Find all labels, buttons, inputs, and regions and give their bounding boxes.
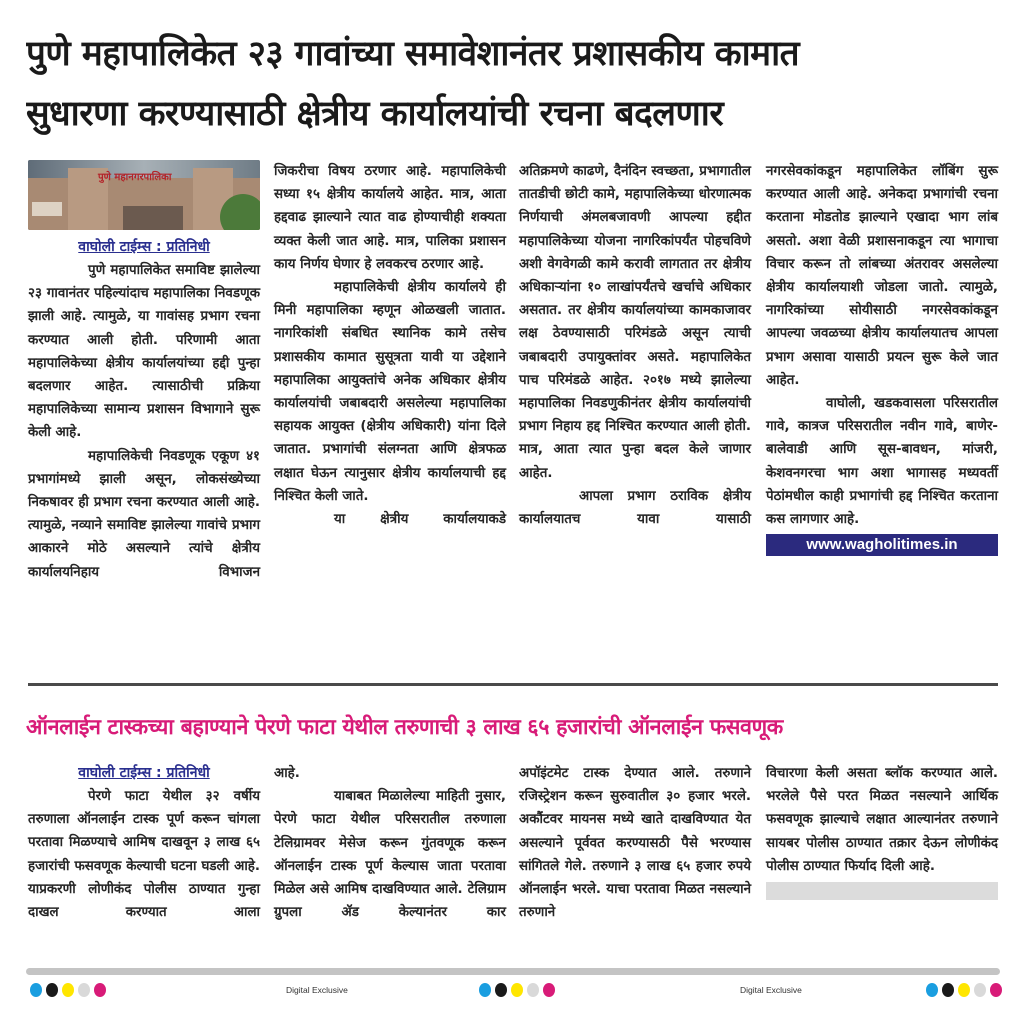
registration-dot-icon <box>942 983 954 997</box>
article2-byline: वाघोली टाईम्स : प्रतिनिधी <box>78 765 210 781</box>
article1-col1-para1: पुणे महापालिकेत समाविष्ट झालेल्या २३ गावानंतर पहिल्यांदाच महापालिका निवडणूक झाली आहे. त्यामुळे, या गावांसह प्रभाग रचना करण्यात आली होती. परिणामी आता महापालिकेच्या क्षेत्रीय कार्यालयांच्या हद्दी पुन्हा बदलणार आहेत. त्यासाठीची प्रक्रिया महापालिकेच्या सामान्य प्रशासन विभागाने सुरू केली आहे. <box>28 263 260 441</box>
article2-headline: ऑनलाईन टास्कच्या बहाण्याने पेरणे फाटा येथील तरुणाची ३ लाख ६५ हजारांची ऑनलाईन फसवणूक <box>26 715 783 740</box>
article1-column-1 <box>28 160 260 584</box>
photo-window <box>32 202 62 216</box>
article1-col2-para1: जिकरीचा विषय ठरणार आहे. महापालिकेची सध्या १५ क्षेत्रीय कार्यालये आहेत. मात्र, आता हद्दवाढ झाल्याने त्यात वाढ होण्याचीही शक्यता व्यक्त केली जात आहे. मात्र, पालिका प्रशासन काय निर्णय घेणार हे लवकरच ठरणार आहे. <box>274 164 506 272</box>
gray-placeholder-box <box>766 882 998 900</box>
pmc-building-photo <box>28 160 260 230</box>
registration-dot-icon <box>543 983 555 997</box>
article1-column-4 <box>766 160 998 556</box>
registration-dot-icon <box>479 983 491 997</box>
article1-col2-para2: महापालिकेची क्षेत्रीय कार्यालये ही मिनी महापालिका म्हणून ओळखली जातात. नागरिकांशी संबधित स्थानिक कामे तसेच प्रशासकीय कामात सुसूत्रता यावी या उद्देशाने महापालिका आयुक्तांचे अनेक अधिकार क्षेत्रीय कार्यालयांची जबाबदारी असलेल्या महापालिका सहायक आयुक्त (क्षेत्रीय अधिकारी) यांना दिले जातात. प्रभागांची संलग्नता आणि क्षेत्रफळ लक्षात घेऊन त्यानुसार क्षेत्रीय कार्यालयाची हद्द निश्चित केली जाते. <box>274 280 506 504</box>
article2-col1-para1: पेरणे फाटा येथील ३२ वर्षीय तरुणाला ऑनलाईन टास्क पूर्ण करून चांगला परतावा मिळण्याचे आमिष दाखवून ३ लाख ६५ हजारांची फसवणूक केल्याची घटना घडली आहे. याप्रकरणी लोणीकंद पोलीस ठाण्यात गुन्हा दाखल करण्यात आला <box>28 789 260 921</box>
footer-label-left: Digital Exclusive <box>286 985 348 995</box>
photo-sign-text: पुणे महानगरपालिका <box>98 172 172 183</box>
registration-dot-icon <box>958 983 970 997</box>
registration-dot-icon <box>62 983 74 997</box>
registration-dot-icon <box>527 983 539 997</box>
article2-col2-para1: आहे. <box>274 766 300 781</box>
article2-column-3 <box>519 762 751 924</box>
article1-column-2 <box>274 160 506 531</box>
article1-col3-para2: आपला प्रभाग ठराविक क्षेत्रीय कार्यालयातच यावा यासाठी <box>519 488 751 528</box>
bottom-bar <box>26 968 1000 975</box>
registration-dot-icon <box>30 983 42 997</box>
article2-column-1 <box>28 762 260 924</box>
registration-marks-right <box>926 983 1002 997</box>
article2-column-4 <box>766 762 998 900</box>
article1-headline-line1: पुणे महापालिकेत २३ गावांच्या समावेशानंतर प्रशासकीय कामात <box>26 34 800 74</box>
article1-headline-line2: सुधारणा करण्यासाठी क्षेत्रीय कार्यालयांची रचना बदलणार <box>26 94 724 134</box>
website-link[interactable]: www.wagholitimes.in <box>766 534 998 556</box>
article1-col4-para1: नगरसेवकांकडून महापालिकेत लॉबिंग सुरू करण्यात आली आहे. अनेकदा प्रभागांची रचना करताना मोडतोड झाल्याने एखादा भाग लांब असतो. अशा वेळी प्रशासनाकडून त्या भागाचा विचार करून तो लांबच्या अंतरावर असलेल्या क्षेत्रीय कार्यालयाशी जोडला जातो. त्यामुळे, नागरिकांच्या सोयीसाठी नगरसेवकांकडून आपल्या जवळच्या क्षेत्रीय कार्यालयातच आपला प्रभाग असावा यासाठी प्रयत्न सुरू केले जात आहेत. <box>766 164 998 388</box>
article2-column-2 <box>274 762 506 924</box>
registration-marks-center <box>479 983 555 997</box>
article2-col3-para1: अपॉइंटमेट टास्क देण्यात आले. तरुणाने रजिस्ट्रेशन करून सुरुवातील ३० हजार भरले. अकौंटवर मायनस मध्ये खाते दाखविण्यात येत असल्याने पूर्ववत करण्यासठी पैसे भरण्यास सांगितले गेले. तरुणाने ३ लाख ६५ हजार रुपये ऑनलाईन भरले. याचा परतावा मिळत नसल्याने तरुणाने <box>519 766 751 921</box>
photo-entrance <box>123 206 183 230</box>
registration-dot-icon <box>974 983 986 997</box>
registration-dot-icon <box>94 983 106 997</box>
registration-dot-icon <box>78 983 90 997</box>
article1-col3-para1: अतिक्रमणे काढणे, दैनंदिन स्वच्छता, प्रभागातील तातडीची छोटी कामे, महापालिकेच्या धोरणात्मक निर्णयाची अंमलबजावणी आपल्या हद्दीत महापालिकेच्या योजना नागरिकांपर्यंत पोहचविणे अशी वेगवेगळी कामे करावी लागतात तर क्षेत्रीय अधिकाऱ्यांना १० लाखांपर्यंतचे खर्चाचे अधिकार असतात. तर क्षेत्रीय कार्यालयांच्या कामकाजावर लक्ष ठेवण्यासाठी परिमंडळे असून त्याची जबाबदारी उपायुक्तांवर असते. महापालिकेत पाच परिमंडळे आहेत. २०१७ मध्ये झालेल्या महापालिका निवडणुकीनंतर क्षेत्रीय कार्यालयांची प्रभाग निहाय हद्द निश्चित करण्यात आली होती. मात्र, आता त्यात पुन्हा बदल केले जाणार आहेत. <box>519 164 751 481</box>
registration-dot-icon <box>926 983 938 997</box>
registration-marks-left <box>30 983 106 997</box>
registration-dot-icon <box>495 983 507 997</box>
article-divider <box>28 683 998 686</box>
article1-col4-para2: वाघोली, खडकवासला परिसरातील गावे, कात्रज परिसरातील नवीन गावे, बाणेर-बालेवाडी आणि सूस-बावधन, मांजरी, केशवनगरचा भाग अशा भागासह मध्यवर्ती पेठांमधील काही प्रभागांची हद्द निश्चित करताना कस लागणार आहे. <box>766 396 998 528</box>
registration-dot-icon <box>46 983 58 997</box>
registration-dot-icon <box>990 983 1002 997</box>
registration-dot-icon <box>511 983 523 997</box>
article2-col2-para2: याबाबत मिळालेल्या माहिती नुसार, पेरणे फाटा येथील परिसरातील तरुणाला टेलिग्रामवर मेसेज करून गुंतवणूक करून ऑनलाईन टास्क पूर्ण केल्यास जाता परतावा मिळेल असे आमिष दाखविण्यात आले. टेलिग्राम ग्रुपला ॲड केल्यानंतर कार <box>274 789 506 921</box>
article1-col2-para3: या क्षेत्रीय कार्यालयाकडे <box>334 512 506 528</box>
article1-byline: वाघोली टाईम्स : प्रतिनिधी <box>78 239 210 255</box>
article2-col4-para1: विचारणा केली असता ब्लॉक करण्यात आले. भरलेले पैसे परत मिळत नसल्याने आर्थिक फसवणूक झाल्याचे लक्षात आल्यानंतर तरुणाने सायबर पोलीस ठाण्यात तक्रार देऊन लोणीकंद पोलीस ठाण्यात फिर्याद दिली आहे. <box>766 766 998 874</box>
article1-col1-para2: महापालिकेची निवडणूक एकूण ४१ प्रभागांमध्ये झाली असून, लोकसंख्येच्या निकषावर ही प्रभाग रचना करण्यात आली आहे. त्यामुळे, नव्याने समाविष्ट झालेल्या गावांचे प्रभाग आकारने मोठे असल्याने त्यांचे क्षेत्रीय कार्यालयनिहाय विभाजन <box>28 448 260 580</box>
article1-column-3 <box>519 160 751 531</box>
footer-label-right: Digital Exclusive <box>740 985 802 995</box>
